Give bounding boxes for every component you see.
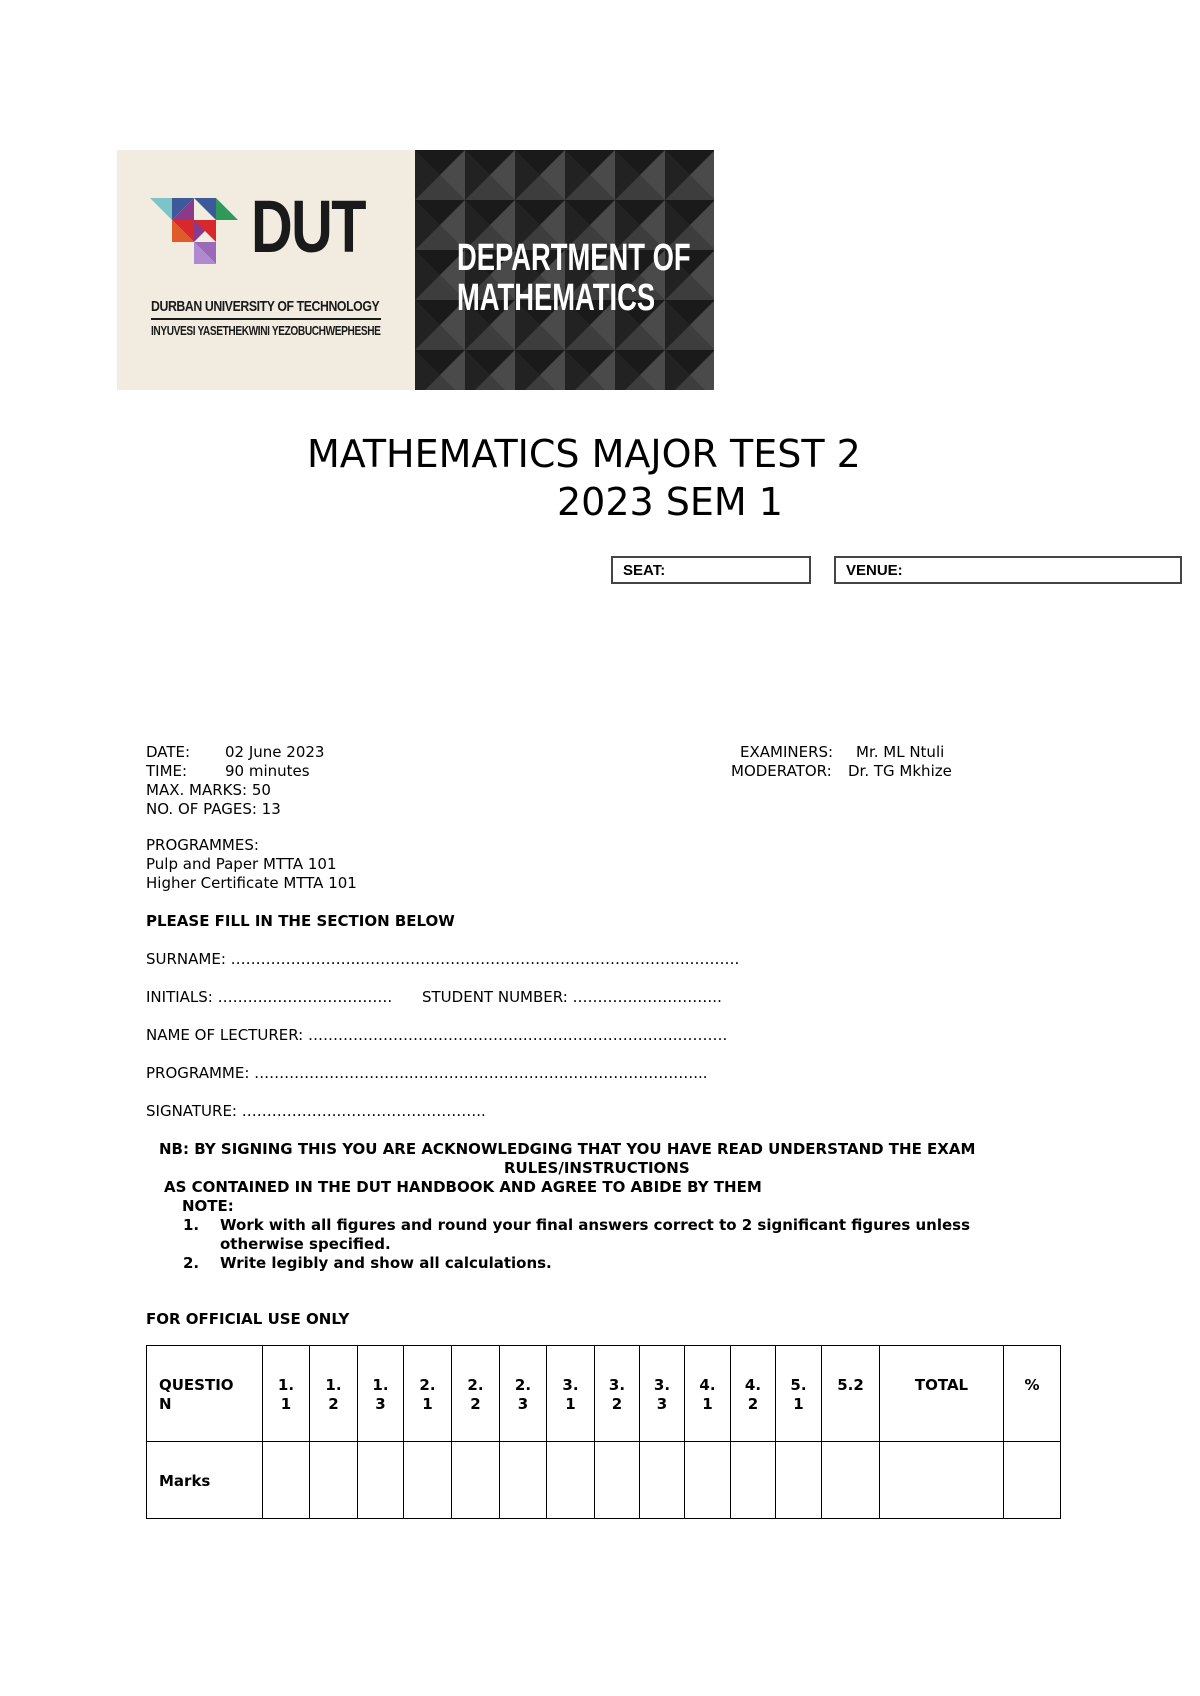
note-1-line-1: Work with all figures and round your final answers correct to 2 significant figures unless [220,1216,971,1234]
programme-item-2: Higher Certificate MTTA 101 [146,874,357,892]
q-3-2-cell: 3. 2 [595,1346,640,1442]
signature-field[interactable]: SIGNATURE: ………………..……………………….. [146,1102,486,1120]
time-label: TIME: [146,762,188,780]
date-value: 02 June 2023 [225,743,325,761]
question-label-a: QUESTIO [159,1376,234,1394]
moderator-label: MODERATOR: [731,762,832,780]
q-2-3-cell: 2. 3 [500,1346,547,1442]
mark-input-cell[interactable] [310,1442,358,1519]
question-label-b: N [159,1395,172,1413]
q-1-1-cell: 1. 1 [263,1346,310,1442]
student-number-field[interactable]: STUDENT NUMBER: ………….…………….. [422,988,722,1006]
mark-input-cell[interactable] [358,1442,404,1519]
examiners-label: EXAMINERS: [740,743,834,761]
mark-input-cell[interactable] [547,1442,595,1519]
examiners-value: Mr. ML Ntuli [856,743,945,761]
form-heading: PLEASE FILL IN THE SECTION BELOW [146,912,455,930]
department-line-2: MATHEMATICS [457,277,656,319]
note-2-line-1: Write legibly and show all calculations. [220,1254,552,1272]
no-of-pages: NO. OF PAGES: 13 [146,800,281,818]
test-title: MATHEMATICS MAJOR TEST 2 [307,432,861,476]
university-name-zulu: INYUVESI YASETHEKWINI YEZOBUCHWEPHESHE [151,323,381,338]
marks-row [147,1442,1061,1519]
mark-input-cell[interactable] [500,1442,547,1519]
test-semester: 2023 SEM 1 [557,480,783,524]
date-label: DATE: [146,743,191,761]
dut-wordmark: DUT [251,185,365,268]
department-panel [415,150,714,390]
mark-input-cell[interactable] [776,1442,822,1519]
percent-header-cell: % [1004,1346,1061,1442]
nb-line-1: NB: BY SIGNING THIS YOU ARE ACKNOWLEDGING THAT YOU HAVE READ UNDERSTAND THE EXAM [159,1140,976,1158]
dut-logo-panel [117,150,415,390]
note-1-line-2: otherwise specified. [220,1235,391,1253]
q-2-2-cell: 2. 2 [452,1346,500,1442]
marks-table [146,1345,1061,1519]
mark-input-cell[interactable] [640,1442,685,1519]
venue-box[interactable]: VENUE: [834,556,1182,584]
nb-line-2: RULES/INSTRUCTIONS [504,1159,690,1177]
logo-divider [151,318,381,320]
mark-input-cell[interactable] [404,1442,452,1519]
nb-line-3: AS CONTAINED IN THE DUT HANDBOOK AND AGREE TO ABIDE BY THEM [164,1178,762,1196]
programme-item-1: Pulp and Paper MTTA 101 [146,855,337,873]
dut-banner [117,150,714,390]
q-2-1-cell: 2. 1 [404,1346,452,1442]
dut-triangles-icon [150,198,240,282]
seat-box[interactable]: SEAT: [611,556,811,584]
mark-input-cell[interactable] [822,1442,880,1519]
department-line-1: DEPARTMENT OF [457,237,691,279]
q-3-1-cell: 3. 1 [547,1346,595,1442]
mark-input-cell[interactable] [731,1442,776,1519]
total-input-cell[interactable] [880,1442,1004,1519]
mark-input-cell[interactable] [452,1442,500,1519]
q-5-1-cell: 5. 1 [776,1346,822,1442]
percent-input-cell[interactable] [1004,1442,1061,1519]
mark-input-cell[interactable] [685,1442,731,1519]
university-name: DURBAN UNIVERSITY OF TECHNOLOGY [151,298,380,315]
q-4-1-cell: 4. 1 [685,1346,731,1442]
note-heading: NOTE: [182,1197,234,1215]
question-header-cell [147,1346,263,1442]
q-3-3-cell: 3. 3 [640,1346,685,1442]
lecturer-field[interactable]: NAME OF LECTURER: …………………………………….………………………….………. [146,1026,728,1044]
time-value: 90 minutes [225,762,310,780]
initials-field[interactable]: INITIALS: ……….……………………. [146,988,393,1006]
question-row [147,1346,1061,1442]
max-marks: MAX. MARKS: 50 [146,781,271,799]
moderator-value: Dr. TG Mkhize [848,762,952,780]
programme-field[interactable]: PROGRAMME: …………………………..…………………………..……………………... [146,1064,708,1082]
marks-label-cell: Marks [147,1442,263,1519]
department-title [457,238,691,318]
q-5-2-cell: 5.2 [822,1346,880,1442]
q-1-2-cell: 1. 2 [310,1346,358,1442]
q-4-2-cell: 4. 2 [731,1346,776,1442]
programmes-heading: PROGRAMMES: [146,836,259,854]
official-heading: FOR OFFICIAL USE ONLY [146,1310,350,1328]
total-header-cell: TOTAL [880,1346,1004,1442]
note-1-number: 1. [183,1216,200,1234]
surname-field[interactable]: SURNAME: ……………………..……………………………….………………………..………. [146,950,740,968]
q-1-3-cell: 1. 3 [358,1346,404,1442]
note-2-number: 2. [183,1254,200,1272]
mark-input-cell[interactable] [595,1442,640,1519]
mark-input-cell[interactable] [263,1442,310,1519]
